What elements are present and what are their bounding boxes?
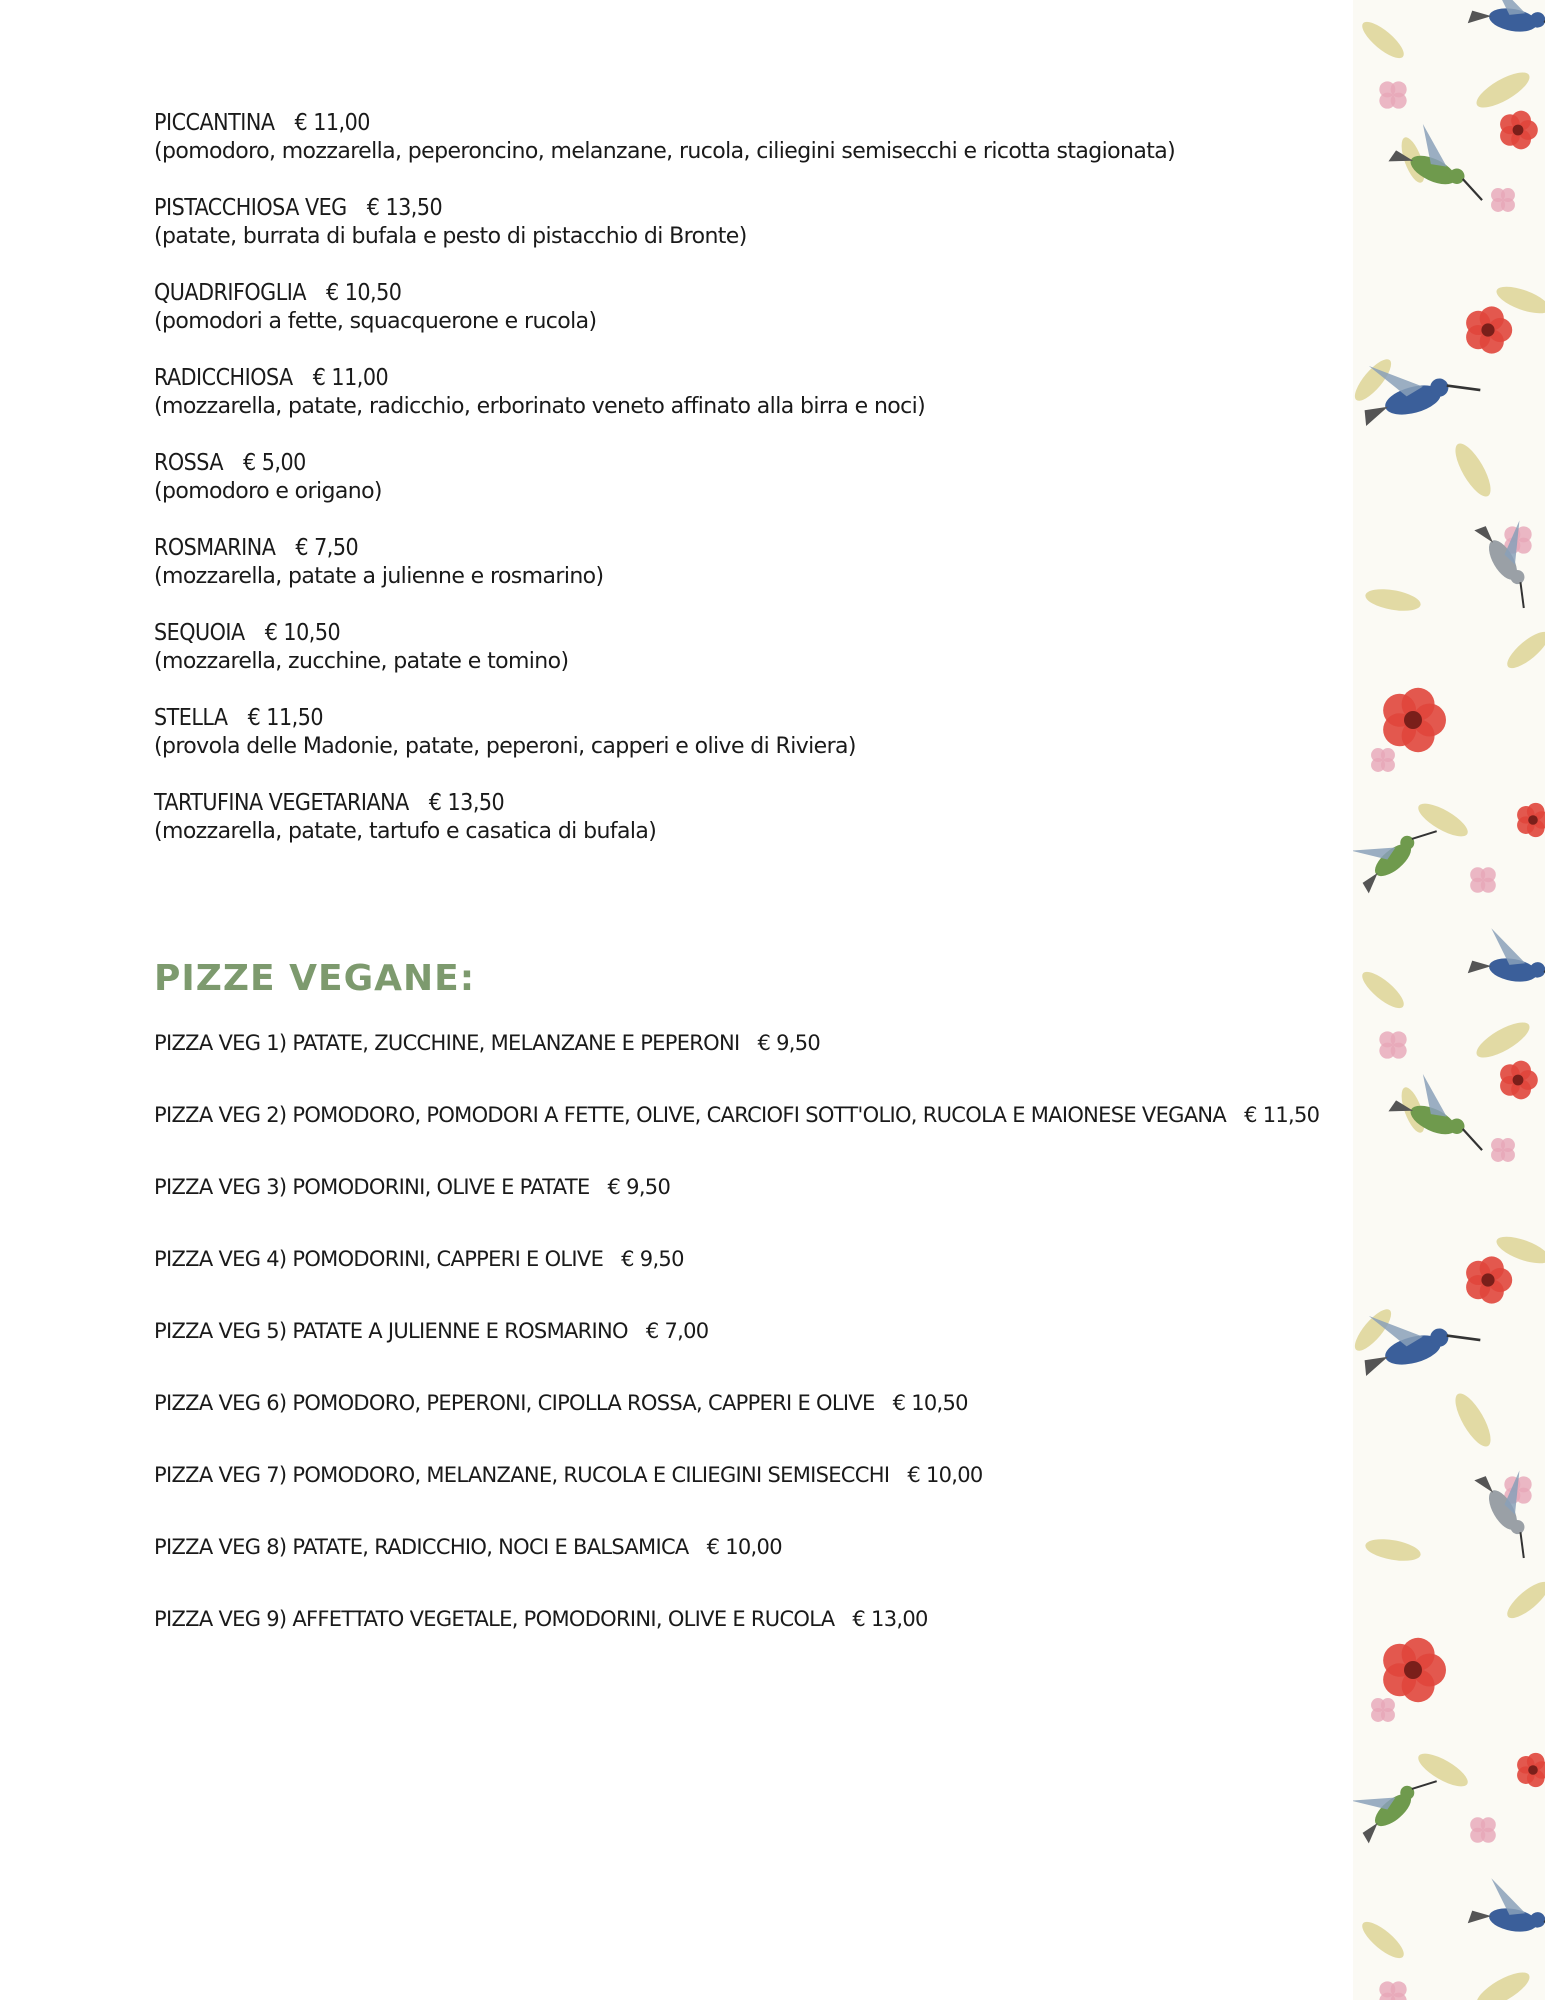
menu-page [154, 108, 1354, 1676]
floral-border [1353, 0, 1545, 2000]
hummingbird-icon [1388, 118, 1500, 205]
vegan-pizza-price: € 10,00 [907, 1463, 983, 1487]
vegan-pizza-text: PIZZA VEG 6) POMODORO, PEPERONI, CIPOLLA ROSSA, CAPPERI E OLIVE [154, 1391, 875, 1415]
vegan-pizza-item [154, 1028, 1354, 1100]
pizza-price: € 5,00 [243, 450, 306, 476]
pizza-name: PICCANTINA [154, 110, 275, 136]
pizza-item [154, 363, 1354, 421]
floral-hummingbird-pattern-icon [1353, 0, 1545, 2000]
vegan-pizza-text: PIZZA VEG 5) PATATE A JULIENNE E ROSMARINO [154, 1319, 628, 1343]
pizza-price: € 11,00 [312, 365, 389, 391]
vegan-pizza-price: € 9,50 [757, 1031, 821, 1055]
vegan-pizza-item [154, 1532, 1354, 1604]
hummingbird-icon [1474, 508, 1545, 610]
pizza-item [154, 193, 1354, 251]
vegan-pizza-item [154, 1316, 1354, 1388]
pizza-name: ROSSA [154, 450, 224, 476]
vegan-pizza-price: € 9,50 [607, 1175, 671, 1199]
pizza-name: ROSMARINA [154, 535, 276, 561]
vegan-pizza-price: € 13,00 [852, 1607, 928, 1631]
pizza-ingredients: (mozzarella, patate, tartufo e casatica di bufala) [154, 819, 657, 844]
vegan-pizza-text: PIZZA VEG 8) PATATE, RADICCHIO, NOCI E BALSAMICA [154, 1535, 689, 1559]
vegan-pizza-item [154, 1460, 1354, 1532]
hummingbird-icon [1468, 926, 1545, 991]
leaf-icon [1472, 66, 1534, 114]
pizza-name: PISTACCHIOSA VEG [154, 195, 347, 221]
pizza-ingredients: (pomodori a fette, squacquerone e rucola) [154, 309, 597, 334]
pizza-title [154, 618, 1354, 648]
pizza-price: € 11,00 [294, 110, 370, 136]
leaf-icon [1364, 1535, 1423, 1564]
flower-center-icon [1404, 1661, 1422, 1679]
flower-center-icon [1528, 815, 1538, 825]
pizza-ingredients: (mozzarella, zucchine, patate e tomino) [154, 649, 569, 674]
pizza-title [154, 703, 1354, 733]
leaf-icon [1472, 1966, 1534, 2000]
pizza-price: € 10,50 [326, 280, 402, 306]
flower-center-icon [1481, 323, 1494, 336]
pizza-title [154, 448, 1354, 478]
hummingbird-icon [1468, 1876, 1545, 1941]
pizza-name: STELLA [154, 705, 228, 731]
pink-blossom-icon [1501, 1138, 1515, 1152]
pizza-title [154, 363, 1354, 393]
vegan-pizza-text: PIZZA VEG 2) POMODORO, POMODORI A FETTE, OLIVE, CARCIOFI SOTT'OLIO, RUCOLA E MAIONESE VEGANA [154, 1103, 1227, 1127]
vegan-pizza-text: PIZZA VEG 4) POMODORINI, CAPPERI E OLIVE [154, 1247, 604, 1271]
pink-blossom-icon [1391, 1031, 1407, 1047]
leaf-icon [1502, 1576, 1545, 1623]
pizza-item [154, 108, 1354, 166]
pink-blossom-icon [1391, 81, 1407, 97]
pizza-price: € 10,50 [264, 620, 341, 646]
pizza-name: QUADRIFOGLIA [154, 280, 306, 306]
leaf-icon [1502, 626, 1545, 673]
pizza-title [154, 788, 1354, 818]
pizza-title [154, 278, 1354, 308]
vegan-pizza-price: € 10,50 [892, 1391, 968, 1415]
leaf-icon [1357, 16, 1409, 63]
flower-center-icon [1528, 1765, 1538, 1775]
pizza-item [154, 533, 1354, 591]
vegan-pizza-price: € 10,00 [706, 1535, 782, 1559]
hummingbird-icon [1474, 1458, 1545, 1560]
vegan-pizza-item [154, 1244, 1354, 1316]
vegan-pizza-text: PIZZA VEG 7) POMODORO, MELANZANE, RUCOLA E CILIEGINI SEMISECCHI [154, 1463, 890, 1487]
vegan-pizza-text: PIZZA VEG 9) AFFETTATO VEGETALE, POMODORINI, OLIVE E RUCOLA [154, 1607, 835, 1631]
leaf-icon [1357, 966, 1409, 1013]
vegan-pizza-price: € 7,00 [645, 1319, 709, 1343]
pizza-item [154, 788, 1354, 846]
vegan-pizza-item [154, 1172, 1354, 1244]
pizza-title [154, 193, 1354, 223]
hummingbird-icon [1388, 1068, 1500, 1155]
pizza-price: € 7,50 [295, 535, 359, 561]
pizza-ingredients: (provola delle Madonie, patate, peperoni, capperi e olive di Riviera) [154, 734, 856, 759]
vegan-section-title: PIZZE VEGANE: [154, 958, 476, 999]
leaf-icon [1449, 1389, 1497, 1451]
pink-blossom-icon [1481, 867, 1496, 882]
vegan-pizza-text: PIZZA VEG 3) POMODORINI, OLIVE E PATATE [154, 1175, 590, 1199]
flower-center-icon [1481, 1273, 1494, 1286]
flower-center-icon [1513, 1075, 1524, 1086]
pizza-price: € 11,50 [247, 705, 324, 731]
vegan-pizza-list [154, 1028, 1354, 1676]
pizza-ingredients: (pomodoro e origano) [154, 479, 382, 504]
pizza-item [154, 278, 1354, 336]
pink-blossom-icon [1381, 748, 1395, 762]
pizza-name: RADICCHIOSA [154, 365, 293, 391]
pizza-name: SEQUOIA [154, 620, 245, 646]
vegan-pizza-item [154, 1100, 1354, 1172]
flower-center-icon [1513, 125, 1524, 136]
leaf-icon [1449, 439, 1497, 501]
vegan-pizza-price: € 11,50 [1244, 1103, 1320, 1127]
hummingbird-icon [1468, 0, 1545, 41]
pizza-item [154, 618, 1354, 676]
vegan-pizza-price: € 9,50 [621, 1247, 684, 1271]
pizza-item [154, 703, 1354, 761]
pizza-ingredients: (patate, burrata di bufala e pesto di pistacchio di Bronte) [154, 224, 747, 249]
pizza-ingredients: (mozzarella, patate, radicchio, erborinato veneto affinato alla birra e noci) [154, 394, 926, 419]
pink-blossom-icon [1501, 188, 1515, 202]
pizza-name: TARTUFINA VEGETARIANA [154, 790, 409, 816]
pizza-price: € 13,50 [428, 790, 505, 816]
leaf-icon [1357, 1916, 1409, 1963]
pizza-item [154, 448, 1354, 506]
pink-blossom-icon [1391, 1981, 1407, 1997]
leaf-icon [1364, 585, 1423, 614]
flower-center-icon [1404, 711, 1422, 729]
pink-blossom-icon [1481, 1817, 1496, 1832]
pizza-title [154, 533, 1354, 563]
leaf-icon [1472, 1016, 1534, 1064]
pizza-title [154, 108, 1354, 138]
pizza-ingredients: (mozzarella, patate a julienne e rosmarino) [154, 564, 604, 589]
vegan-pizza-text: PIZZA VEG 1) PATATE, ZUCCHINE, MELANZANE E PEPERONI [154, 1031, 740, 1055]
pink-blossom-icon [1381, 1698, 1395, 1712]
vegan-pizza-item [154, 1604, 1354, 1676]
pizza-ingredients: (pomodoro, mozzarella, peperoncino, melanzane, rucola, ciliegini semisecchi e ricotta stagionata) [154, 139, 1176, 164]
pizza-price: € 13,50 [366, 195, 443, 221]
vegan-pizza-item [154, 1388, 1354, 1460]
